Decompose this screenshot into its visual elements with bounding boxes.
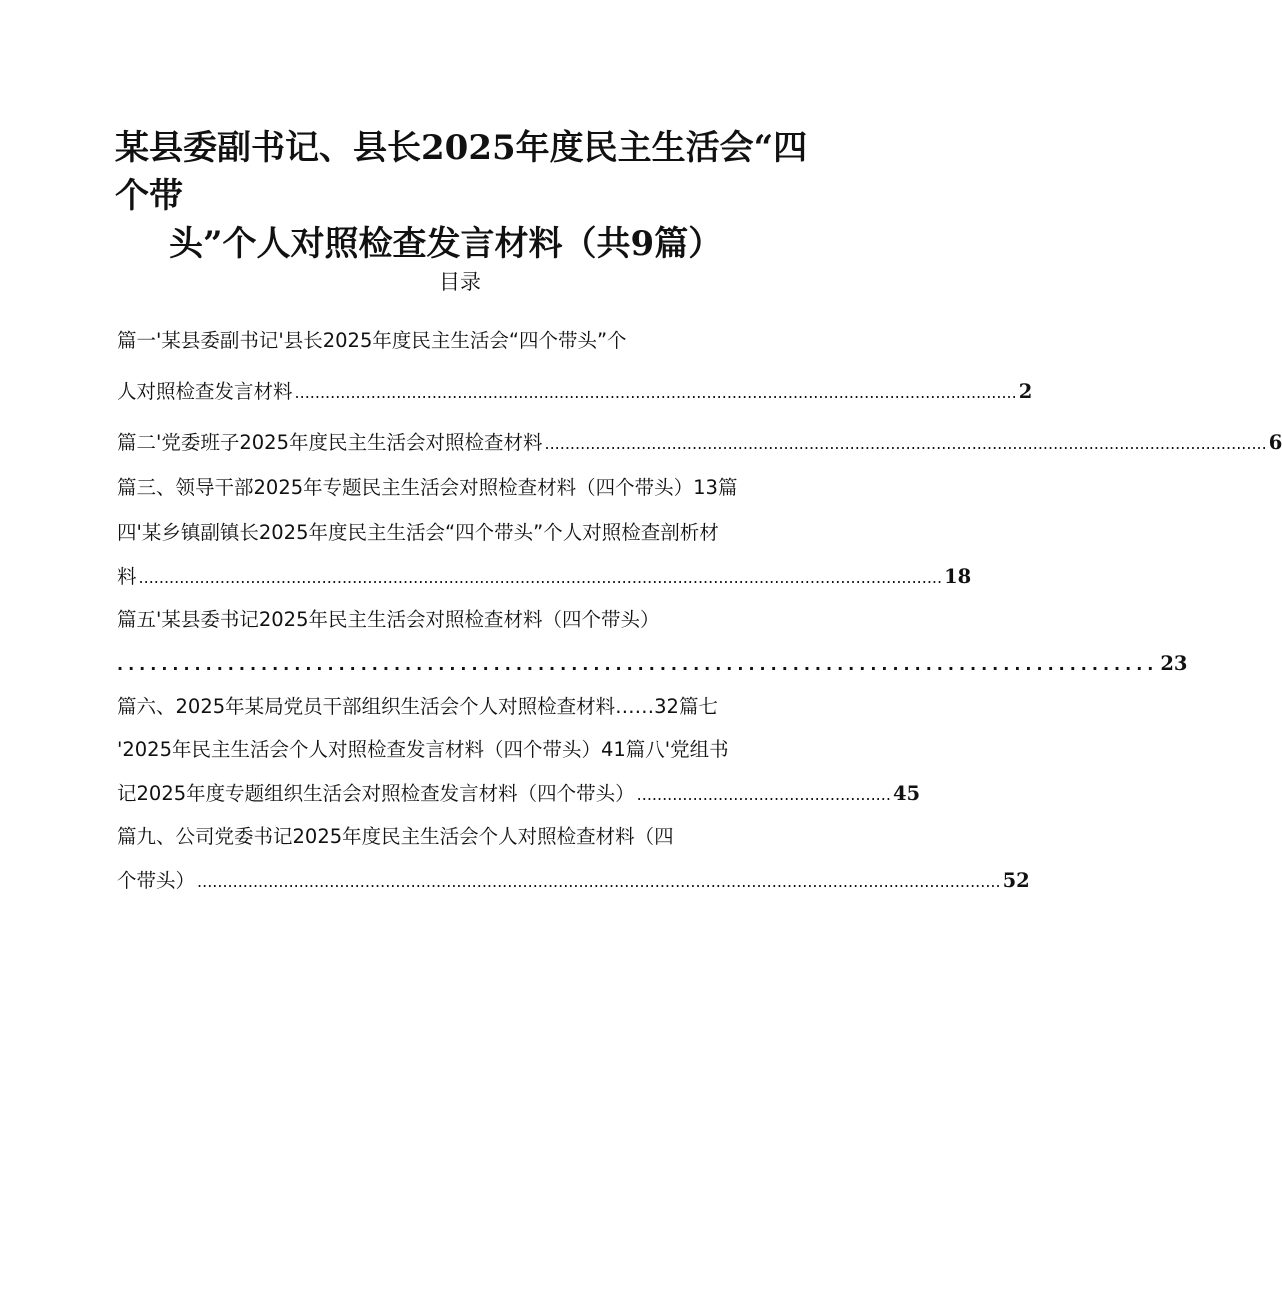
toc-entry-text: 个带头） (117, 869, 196, 892)
title-line-2: 头”个人对照检查发言材料（共9篇） (169, 224, 723, 264)
toc-line[interactable] (117, 378, 1033, 407)
title-line-1: 某县委副书记、县长2025年度民主生活会“四个带 (115, 128, 808, 216)
toc-line[interactable] (117, 823, 820, 851)
toc-page-number: 18 (944, 565, 972, 588)
dot-leader: .............................................................................................................................................................. (197, 872, 1001, 891)
toc-line[interactable] (117, 474, 820, 502)
toc-line[interactable] (117, 780, 921, 809)
document-title (115, 124, 835, 268)
dot-leader: .............................................................................................. (117, 655, 1159, 674)
toc-line[interactable] (117, 867, 1030, 896)
toc-entry-text: 篇五'某县委书记2025年民主生活会对照检查材料（四个带头） (117, 608, 660, 631)
dot-leader: .............................................................................................................................................. (294, 383, 1017, 402)
toc-entry-text: 人对照检查发言材料 (117, 380, 293, 403)
toc-heading: 目录 (439, 270, 481, 294)
toc-entry-text: 篇三、领导干部2025年专题民主生活会对照检查材料（四个带头）13篇 (117, 476, 738, 499)
toc-line[interactable] (117, 519, 820, 547)
toc-entry-text: 记2025年度专题组织生活会对照检查发言材料（四个带头） (117, 782, 635, 805)
dot-leader: .............................................................................................................................................................. (138, 568, 943, 587)
toc-page-number: 52 (1002, 869, 1030, 892)
toc-line[interactable] (117, 736, 820, 764)
dot-leader: .............................................................................................................................................. (544, 434, 1267, 453)
toc-line[interactable] (117, 606, 820, 634)
toc-line[interactable] (117, 693, 820, 721)
toc-line[interactable] (117, 327, 820, 355)
toc-line[interactable] (117, 650, 1188, 679)
toc-line[interactable] (117, 563, 972, 592)
dot-leader: .................................................. (636, 785, 891, 804)
toc-page-number: 6 (1268, 431, 1282, 454)
toc-page-number: 2 (1018, 380, 1033, 403)
toc-entry-text: 篇一'某县委副书记'县长2025年度民主生活会“四个带头”个 (117, 329, 627, 352)
toc-entry-text: 篇九、公司党委书记2025年度民主生活会个人对照检查材料（四 (117, 825, 674, 848)
toc-entry-text: 料 (117, 565, 137, 588)
toc-entry-text: 四'某乡镇副镇长2025年度民主生活会“四个带头”个人对照检查剖析材 (117, 521, 719, 544)
toc-line[interactable] (117, 429, 1282, 458)
toc-page-number: 45 (892, 782, 921, 805)
toc-entry-text: '2025年民主生活会个人对照检查发言材料（四个带头）41篇八'党组书 (117, 738, 729, 761)
toc-page-number: 23 (1160, 652, 1188, 675)
toc-entry-text: 篇六、2025年某局党员干部组织生活会个人对照检查材料……32篇七 (117, 695, 718, 718)
toc-entry-text: 篇二'党委班子2025年度民主生活会对照检查材料 (117, 431, 543, 454)
